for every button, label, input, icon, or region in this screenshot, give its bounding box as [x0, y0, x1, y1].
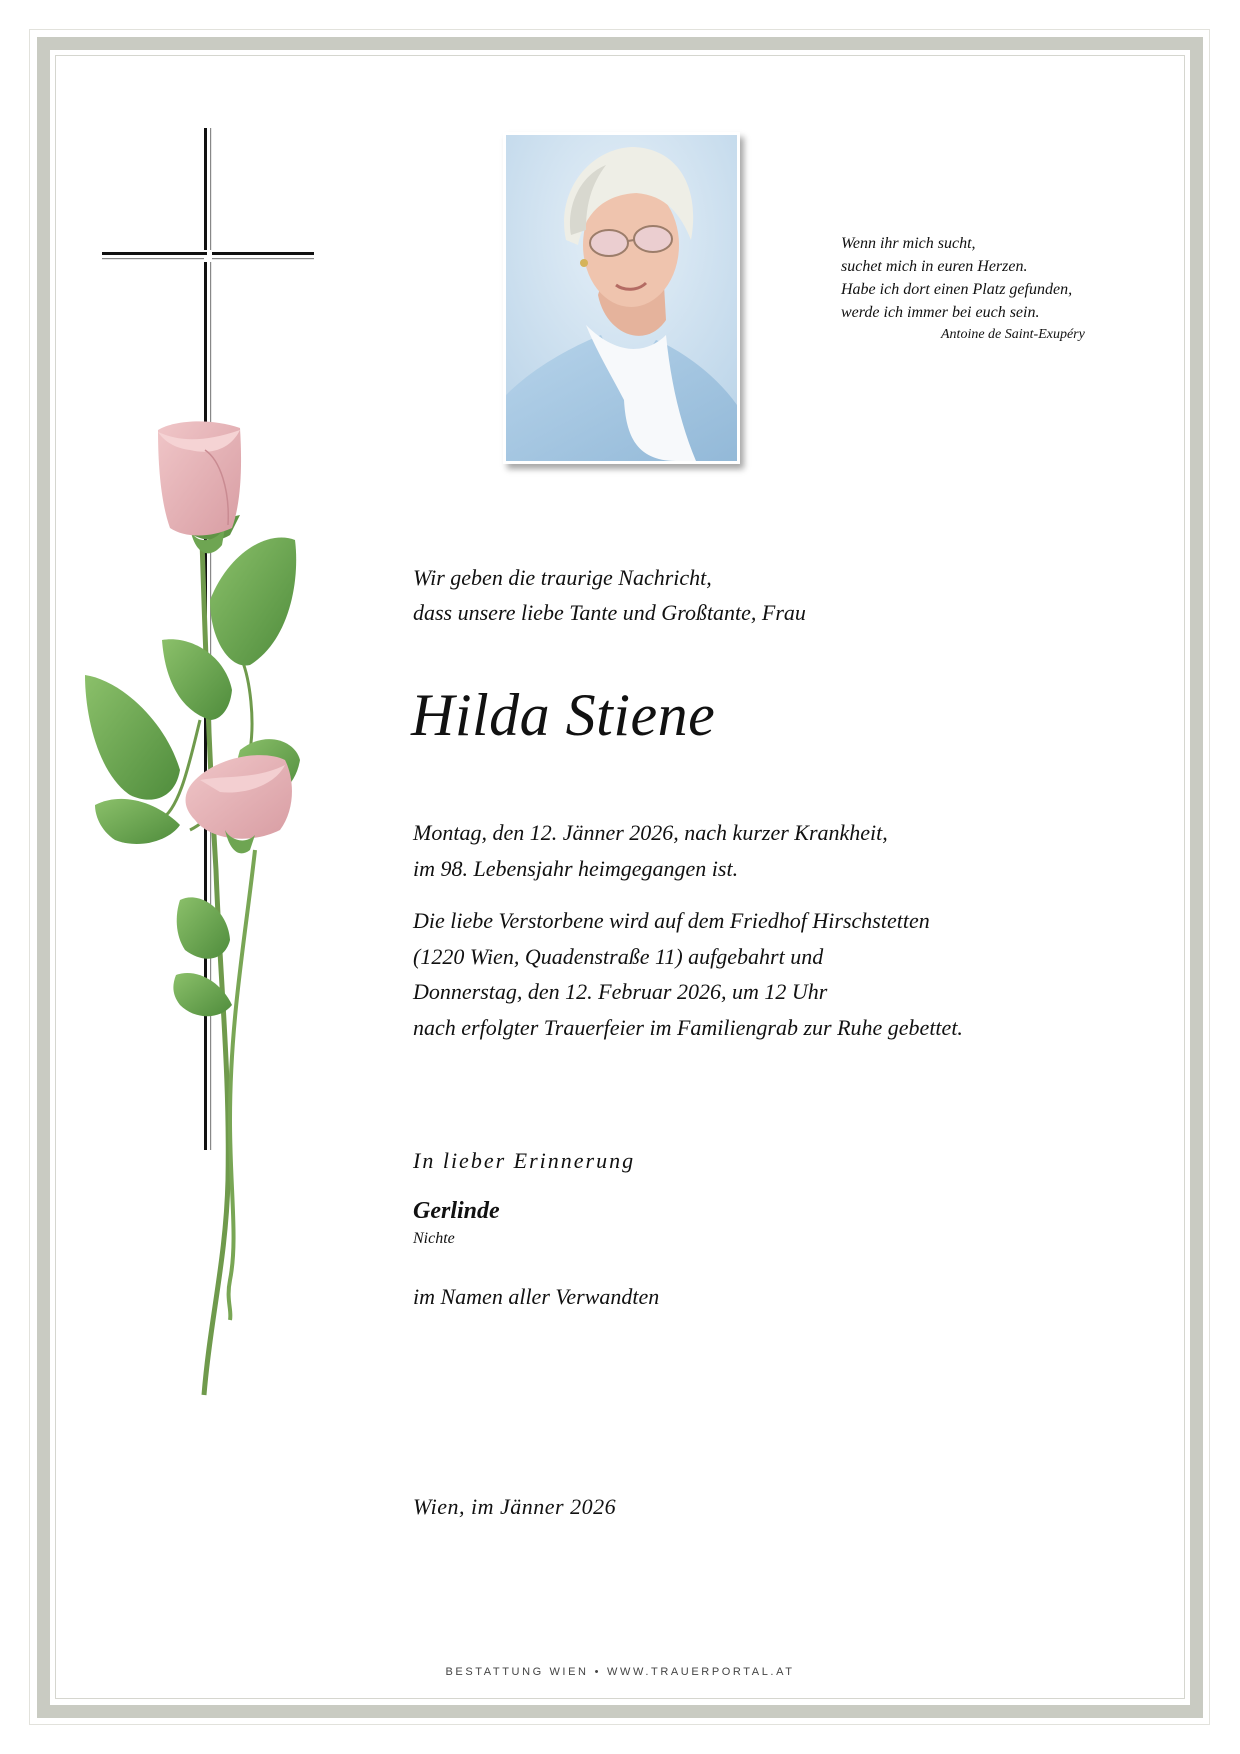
paragraph-line: (1220 Wien, Quadenstraße 11) aufgebahrt und	[413, 943, 824, 969]
paragraph-line: Donnerstag, den 12. Februar 2026, um 12 Uhr	[413, 979, 828, 1004]
deceased-name: Hilda Stiene	[411, 682, 716, 748]
quote-author: Antoine de Saint-Exupéry	[941, 327, 1085, 342]
paragraph-line: nach erfolgter Trauerfeier im Familiengrab zur Ruhe gebettet.	[413, 1014, 963, 1040]
quote-line: werde ich immer bei euch sein.	[841, 304, 1040, 321]
quote-line: Wenn ihr mich sucht,	[841, 235, 976, 252]
footer-company: BESTATTUNG WIEN	[445, 1666, 589, 1678]
paragraph-line: Die liebe Verstorbene wird auf dem Friedhof Hirschstetten	[413, 908, 930, 933]
footer	[0, 1666, 1240, 1678]
memory-label: In lieber Erinnerung	[413, 1148, 636, 1173]
paragraph-line: im 98. Lebensjahr heimgegangen ist.	[413, 855, 739, 881]
rose-decoration	[80, 420, 340, 1400]
intro-text	[413, 560, 806, 630]
portrait-photo	[503, 132, 740, 464]
quote-line: suchet mich in euren Herzen.	[841, 258, 1028, 275]
quote-line: Habe ich dort einen Platz gefunden,	[841, 281, 1073, 298]
footer-website-link[interactable]: WWW.TRAUERPORTAL.AT	[607, 1666, 795, 1678]
funeral-paragraph	[413, 903, 963, 1045]
place-date: Wien, im Jänner 2026	[413, 1494, 617, 1519]
signer-name: Gerlinde	[413, 1198, 500, 1224]
death-paragraph	[413, 815, 888, 886]
memorial-quote	[841, 232, 1085, 346]
signer-relation: Nichte	[413, 1230, 455, 1247]
footer-separator: •	[594, 1666, 602, 1678]
intro-line: dass unsere liebe Tante und Großtante, Frau	[413, 600, 806, 625]
family-line: im Namen aller Verwandten	[413, 1284, 660, 1309]
intro-line: Wir geben die traurige Nachricht,	[413, 565, 712, 590]
paragraph-line: Montag, den 12. Jänner 2026, nach kurzer Krankheit,	[413, 820, 888, 845]
